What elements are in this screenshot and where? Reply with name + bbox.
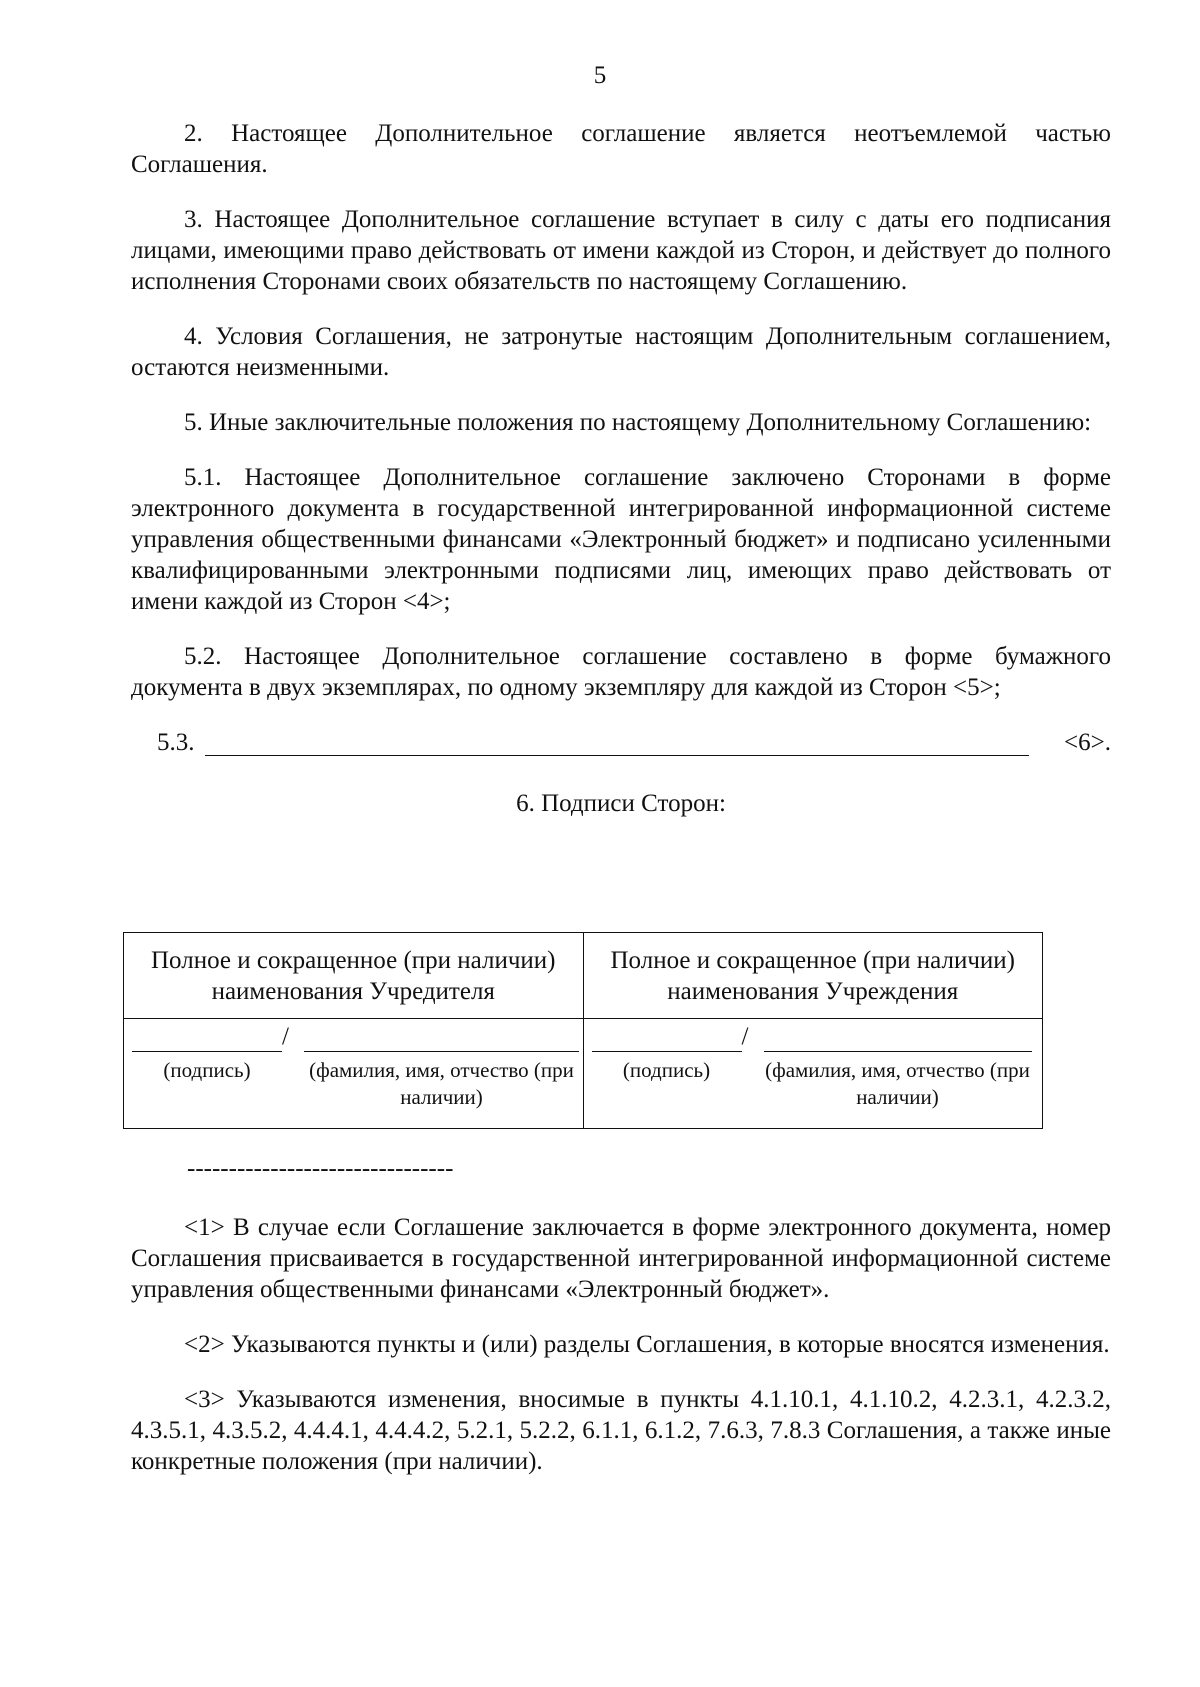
- institution-name-caption: (фамилия, имя, отчество (при наличии): [765, 1058, 1030, 1109]
- footnote-2: <2> Указываются пункты и (или) разделы Соглашения, в которые вносятся изменения.: [184, 1331, 1110, 1358]
- paragraph-5-1: 5.1. Настоящее Дополнительное соглашение заключено Сторонами в форме электронного документа в государственной интегрированной информационной системе управления общественными финансами «Электронный бюджет» и подписано усиленными квалифицированными электронными подписями лиц, имеющих право действовать от имени каждой из Сторон <4>;: [131, 464, 1111, 615]
- founder-signature-cell: [124, 1019, 584, 1129]
- paragraph-5-3: [131, 727, 1111, 758]
- institution-name-line: [764, 1021, 1032, 1052]
- item-5-3-blank-line: [205, 755, 1029, 756]
- paragraph-2: 2. Настоящее Дополнительное соглашение является неотъемлемой частью Соглашения.: [131, 120, 1111, 178]
- institution-signature-line: [592, 1021, 742, 1052]
- founder-name-line: [304, 1021, 579, 1052]
- founder-slash: /: [282, 1023, 289, 1050]
- footnote-1: <1> В случае если Соглашение заключается в форме электронного документа, номер Соглашения присваивается в государственной интегрированной информационной системе управления общественными финансами «Электронный бюджет».: [131, 1214, 1111, 1303]
- signatures-heading: 6. Подписи Сторон:: [516, 790, 726, 817]
- institution-header: Полное и сокращенное (при наличии) наименования Учреждения: [583, 933, 1043, 1019]
- founder-signature-caption: (подпись): [163, 1058, 251, 1082]
- institution-signature-cell: [583, 1019, 1043, 1129]
- institution-slash: /: [741, 1023, 749, 1050]
- footnote-3: <3> Указываются изменения, вносимые в пункты 4.1.10.1, 4.1.10.2, 4.2.3.1, 4.2.3.2, 4.3.5.1, 4.3.5.2, 4.4.4.1, 4.4.4.2, 5.2.1, 5.2.2, 6.1.1, 6.1.2, 7.6.3, 7.8.3 Соглашения, а также иные конкретные положения (при наличии).: [131, 1386, 1111, 1475]
- signature-table: [123, 932, 1043, 1129]
- footnotes: [131, 1212, 1111, 1477]
- footnote-separator: --------------------------------: [187, 1155, 454, 1182]
- founder-header: Полное и сокращенное (при наличии) наименования Учредителя: [124, 933, 584, 1019]
- item-5-3-number: 5.3.: [157, 729, 195, 756]
- paragraph-4: 4. Условия Соглашения, не затронутые настоящим Дополнительным соглашением, остаются неизменными.: [131, 323, 1111, 381]
- founder-name-caption: (фамилия, имя, отчество (при наличии): [309, 1058, 574, 1109]
- founder-signature-line: [132, 1021, 282, 1052]
- paragraph-5-2: 5.2. Настоящее Дополнительное соглашение составлено в форме бумажного документа в двух экземплярах, по одному экземпляру для каждой из Сторон <5>;: [131, 643, 1111, 701]
- paragraph-3: 3. Настоящее Дополнительное соглашение вступает в силу с даты его подписания лицами, имеющими право действовать от имени каждой из Сторон, и действует до полного исполнения Сторонами своих обязательств по настоящему Соглашению.: [131, 206, 1111, 295]
- paragraph-5: 5. Иные заключительные положения по настоящему Дополнительному Соглашению:: [184, 409, 1092, 436]
- institution-signature-caption: (подпись): [622, 1058, 711, 1082]
- page-number: 5: [593, 62, 607, 89]
- item-5-3-footnote-ref: <6>.: [1064, 729, 1111, 756]
- document-body: [131, 118, 1111, 819]
